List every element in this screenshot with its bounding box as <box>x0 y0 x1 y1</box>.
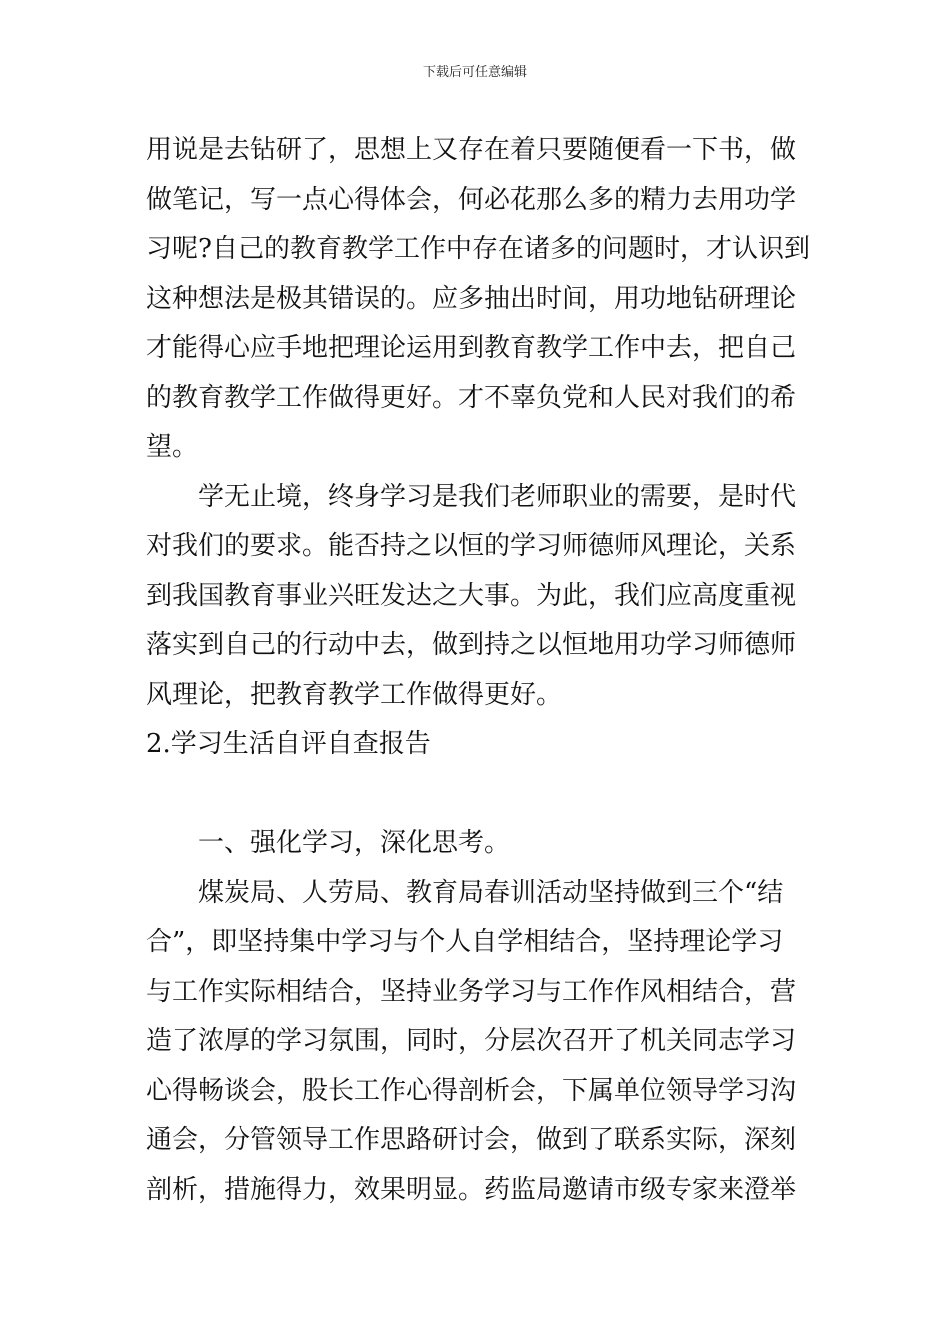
text-line: 学无止境，终身学习是我们老师职业的需要，是时代 <box>198 481 797 512</box>
paragraph-2 <box>146 473 806 721</box>
page-header: 下载后可任意编辑 <box>422 65 527 80</box>
text-line: 望。 <box>146 432 199 462</box>
section-title: 2.学习生活自评自查报告 <box>146 729 431 759</box>
text-line: 合”，即坚持集中学习与个人自学相结合，坚持理论学习 <box>146 927 784 957</box>
text-line: 通会，分管领导工作思路研讨会，做到了联系实际，深刻 <box>146 1125 797 1155</box>
text-line: 风理论，把教育教学工作做得更好。 <box>146 679 563 710</box>
paragraph-3 <box>146 869 806 1216</box>
text-line: 习呢?自己的教育教学工作中存在诸多的问题时，才认识到 <box>146 234 810 264</box>
blank-line <box>146 770 806 820</box>
text-line: 才能得心应手地把理论运用到教育教学工作中去，把自己 <box>146 333 797 363</box>
document-body <box>146 126 810 1215</box>
text-line: 对我们的要求。能否持之以恒的学习师德师风理论，关系 <box>146 531 797 561</box>
text-line: 剖析，措施得力，效果明显。药监局邀请市级专家来澄举 <box>146 1174 797 1205</box>
subheading: 一、强化学习，深化思考。 <box>198 828 511 858</box>
text-line: 这种想法是极其错误的。应多抽出时间，用功地钻研理论 <box>146 283 797 314</box>
text-line: 与工作实际相结合，坚持业务学习与工作作风相结合，营 <box>146 976 797 1007</box>
text-line: 落实到自己的行动中去，做到持之以恒地用功学习师德师 <box>146 630 797 660</box>
text-line: 用说是去钻研了，思想上又存在着只要随便看一下书，做 <box>146 135 797 165</box>
text-line: 煤炭局、人劳局、教育局春训活动坚持做到三个“结 <box>198 877 784 908</box>
text-line: 做笔记，写一点心得体会，何必花那么多的精力去用功学 <box>146 184 797 215</box>
text-line: 造了浓厚的学习氛围，同时，分层次召开了机关同志学习 <box>146 1026 797 1056</box>
text-line: 到我国教育事业兴旺发达之大事。为此，我们应高度重视 <box>146 580 797 611</box>
text-line: 心得畅谈会，股长工作心得剖析会，下属单位领导学习沟 <box>146 1075 797 1106</box>
paragraph-1 <box>146 126 810 473</box>
text-line: 的教育教学工作做得更好。才不辜负党和人民对我们的希 <box>146 382 797 413</box>
